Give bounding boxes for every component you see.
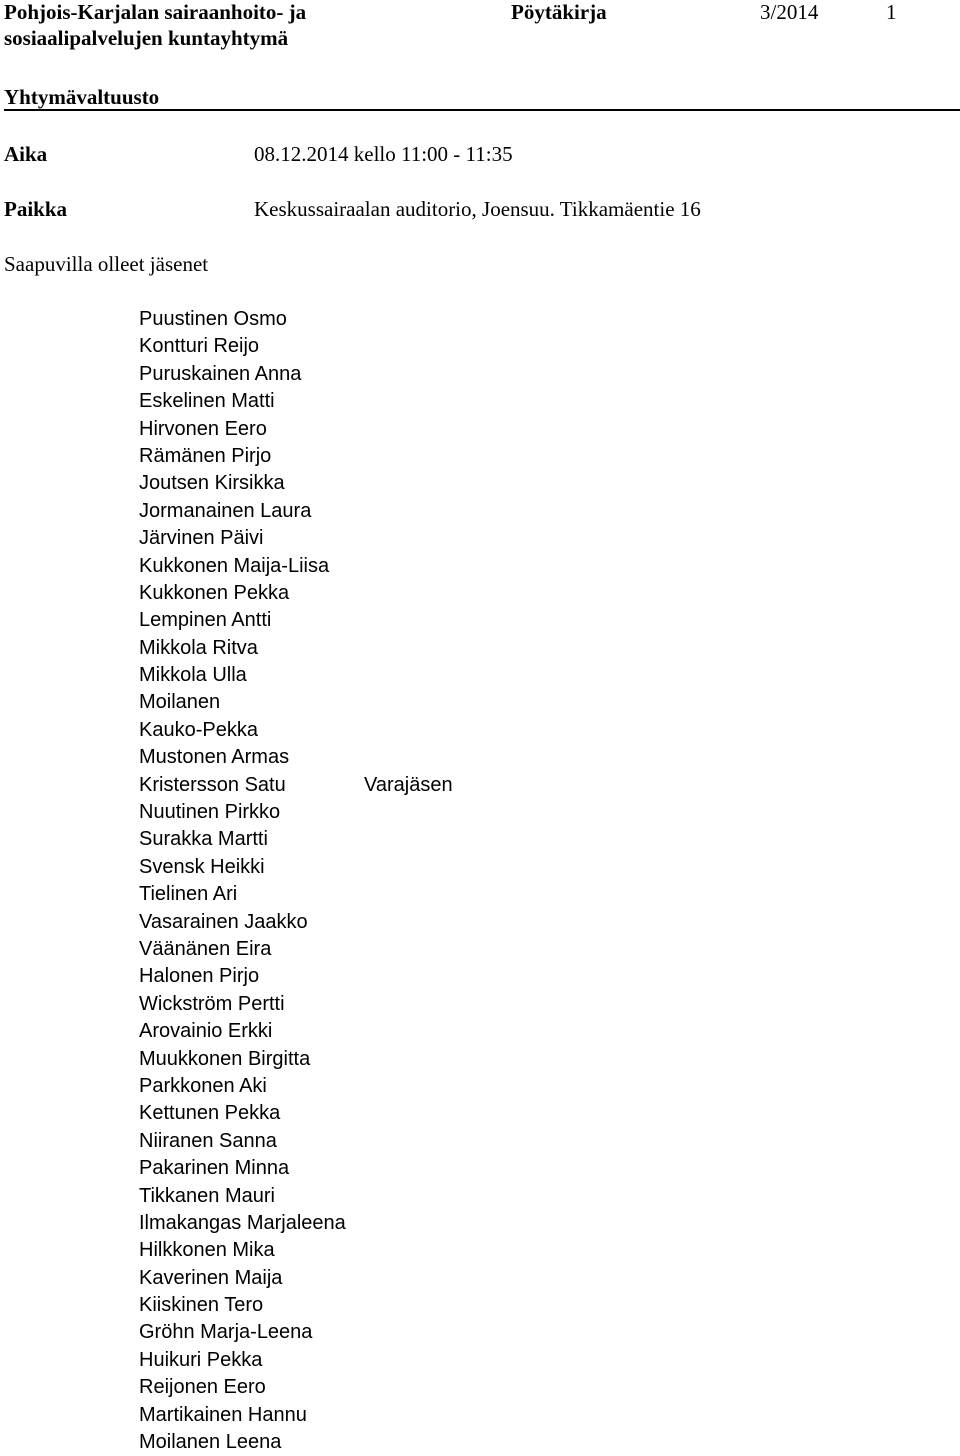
member-name: Huikuri Pekka xyxy=(139,1348,263,1371)
member-row xyxy=(139,826,346,853)
member-name: Ilmakangas Marjaleena xyxy=(139,1211,346,1234)
member-row xyxy=(139,1374,346,1401)
place-value: Keskussairaalan auditorio, Joensuu. Tikkamäentie 16 xyxy=(254,197,701,221)
member-name: Mikkola Ritva xyxy=(139,636,258,659)
member-row xyxy=(139,1429,346,1456)
member-role-note: Varajäsen xyxy=(364,773,453,796)
member-name: Tikkanen Mauri xyxy=(139,1184,275,1207)
member-name: Jormanainen Laura xyxy=(139,499,312,522)
member-name: Niiranen Sanna xyxy=(139,1129,277,1152)
member-name: Kettunen Pekka xyxy=(139,1102,281,1125)
member-name: Puustinen Osmo xyxy=(139,308,287,330)
time-label: Aika xyxy=(4,142,48,166)
member-row xyxy=(139,525,346,552)
member-row xyxy=(139,744,346,771)
member-row xyxy=(139,1155,346,1182)
member-name: Kristersson Satu xyxy=(139,773,286,796)
member-name: Muukkonen Birgitta xyxy=(139,1047,311,1070)
member-name: Kiiskinen Tero xyxy=(139,1294,264,1317)
member-name: Lempinen Antti xyxy=(139,609,272,632)
member-row xyxy=(139,635,346,662)
member-name: Kukkonen Pekka xyxy=(139,581,290,604)
attendees-heading: Saapuvilla olleet jäsenet xyxy=(4,252,209,276)
member-row xyxy=(139,388,346,415)
place-label: Paikka xyxy=(4,197,68,221)
member-row xyxy=(139,963,346,990)
member-row xyxy=(139,662,346,689)
member-name: Reijonen Eero xyxy=(139,1376,266,1399)
organization-name: Pohjois-Karjalan sairaanhoito- ja sosiaalipalvelujen kuntayhtymä xyxy=(4,0,307,50)
member-row xyxy=(139,333,346,360)
member-row xyxy=(139,306,346,333)
member-name: Joutsen Kirsikka xyxy=(139,472,285,495)
member-name: Eskelinen Matti xyxy=(139,390,275,413)
member-row xyxy=(139,1073,346,1100)
member-name: Svensk Heikki xyxy=(139,855,265,878)
member-name: Puruskainen Anna xyxy=(139,362,302,385)
member-name: Moilanen Leena xyxy=(139,1431,282,1454)
member-row xyxy=(139,717,346,744)
member-row xyxy=(139,1210,346,1237)
member-row xyxy=(139,991,346,1018)
member-row xyxy=(139,580,346,607)
member-row xyxy=(139,361,346,388)
member-row xyxy=(139,1128,346,1155)
member-row xyxy=(139,881,346,908)
member-name: Wickström Pertti xyxy=(139,992,285,1015)
member-row xyxy=(139,909,346,936)
member-name: Surakka Martti xyxy=(139,828,268,851)
member-row xyxy=(139,1319,346,1346)
member-name: Pakarinen Minna xyxy=(139,1157,290,1180)
member-row xyxy=(139,1018,346,1045)
member-row xyxy=(139,936,346,963)
member-name: Hirvonen Eero xyxy=(139,417,267,440)
member-row xyxy=(139,799,346,826)
member-row xyxy=(139,1046,346,1073)
member-name: Arovainio Erkki xyxy=(139,1020,273,1043)
member-row xyxy=(139,1292,346,1319)
header-divider xyxy=(4,109,960,111)
member-row xyxy=(139,854,346,881)
member-name: Järvinen Päivi xyxy=(139,527,264,550)
member-name: Tielinen Ari xyxy=(139,883,238,906)
member-name: Halonen Pirjo xyxy=(139,965,260,988)
member-row xyxy=(139,498,346,525)
member-row xyxy=(139,1265,346,1292)
member-name: Hilkkonen Mika xyxy=(139,1239,275,1262)
member-name: Rämänen Pirjo xyxy=(139,444,272,467)
member-name: Moilanen xyxy=(139,691,221,714)
document-number: 3/2014 xyxy=(760,0,819,24)
member-row xyxy=(139,689,346,716)
member-name: Parkkonen Aki xyxy=(139,1074,267,1097)
member-row xyxy=(139,1237,346,1264)
page-number: 1 xyxy=(886,0,897,24)
member-row xyxy=(139,443,346,470)
member-name: Kontturi Reijo xyxy=(139,335,260,358)
member-row xyxy=(139,553,346,580)
member-name: Mustonen Armas xyxy=(139,746,290,769)
time-value: 08.12.2014 kello 11:00 - 11:35 xyxy=(254,142,513,166)
member-name: Kukkonen Maija-Liisa xyxy=(139,554,330,577)
member-list xyxy=(139,306,453,1456)
member-row xyxy=(139,416,346,443)
member-row xyxy=(139,1347,346,1374)
member-name: Väänänen Eira xyxy=(139,937,272,960)
member-row xyxy=(139,1402,346,1429)
member-name: Vasarainen Jaakko xyxy=(139,910,308,933)
member-name: Gröhn Marja-Leena xyxy=(139,1321,313,1344)
member-name: Nuutinen Pirkko xyxy=(139,801,281,824)
member-row xyxy=(139,1100,346,1127)
member-row xyxy=(139,772,453,799)
council-name: Yhtymävaltuusto xyxy=(4,85,160,109)
member-name: Martikainen Hannu xyxy=(139,1403,307,1426)
member-name: Kaverinen Maija xyxy=(139,1266,283,1289)
member-row xyxy=(139,607,346,634)
member-row xyxy=(139,1183,346,1210)
member-name: Mikkola Ulla xyxy=(139,664,247,687)
document-type: Pöytäkirja xyxy=(511,0,607,24)
member-row xyxy=(139,470,346,497)
member-name: Kauko-Pekka xyxy=(139,718,258,741)
